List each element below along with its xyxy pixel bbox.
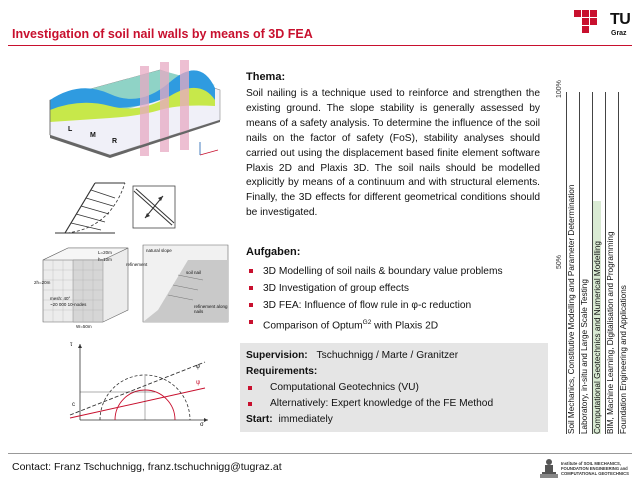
footer-contact: Contact: Franz Tschuchnigg, franz.tschuchnigg@tugraz.at [12,461,282,473]
optum-superscript: G2 [362,319,372,326]
institute-text [561,461,629,476]
supervision-label: Supervision: [246,350,308,361]
aufgabe-text: Comparison of Optum [263,320,363,332]
bullet-icon [249,286,253,290]
fig3-label-a: L=20m [98,250,112,255]
aufgabe-text-suffix: with Plaxis 2D [371,320,439,332]
focus-bar [605,92,614,434]
list-item [246,380,542,396]
fig3-label-d: ~20 000 10-nodes [50,302,87,307]
bullet-icon [249,269,253,273]
supervision-box [240,343,548,432]
focus-bar [579,92,588,434]
focus-bar-label: Computational Geotechnics and Numerical Modelling [593,241,602,434]
page-title: Investigation of soil nail walls by means of 3D FEA [12,27,313,41]
bullet-icon [248,402,252,406]
focus-bar-label: BIM, Machine Learning, Digitalisation and Programming [606,231,615,434]
focus-bar-label: Soil Mechanics, Constitutive Modelling and Parameter Determination [567,184,576,434]
aufgaben-heading: Aufgaben: [246,246,301,258]
aufgabe-text: 3D Modelling of soil nails & boundary value problems [263,266,503,277]
fig1-label-m: M [90,132,96,139]
bullet-icon [249,320,253,324]
fig1-label-l: L [68,126,73,133]
institute-logo [540,458,636,478]
fig4-label-c: c [72,402,75,408]
requirements-heading [246,364,542,380]
label-100-percent: 100% [556,80,563,98]
list-item [246,297,546,314]
label-50-percent: 50% [556,254,563,269]
fig3-label-bottom: W=50m [76,324,92,329]
bullet-icon [249,303,253,307]
aufgabe-text: 3D FEA: Influence of flow rule in φ-c reduction [263,300,472,311]
start-label: Start: [246,414,273,425]
tu-graz-logo [574,8,632,44]
list-item [246,263,546,280]
fig3-note3: natural slope [146,248,172,253]
requirement-text: Alternatively: Expert knowledge of the FE Method [270,398,494,409]
fig3-label-c: mesh: 40° [50,296,71,301]
logo-subtext: Graz [611,30,627,37]
fig4-label-psi: ψ [196,380,201,386]
focus-area-bars [556,80,632,434]
fig3-label-left: 2h=20m [34,280,51,285]
aufgaben-list [246,263,546,334]
fig4-label-tau: τ [70,342,73,348]
institute-line: COMPUTATIONAL GEOTECHNICS [561,471,629,476]
thema-body: Soil nailing is a technique used to reinforce and strengthen the existing ground. The slope stability is generally assessed by means of a safety analysis. To determine the influence of the soil nails on the factor of safety (FoS), stability analyses should carried out using the displacement based finite element software Plaxis 2D and Plaxis 3D. The soil nails should be modelled explicitly by means of a continuum and with structural elements. Finally, the 3D effects for different geometrical conditions should be investigated. [246,88,540,219]
fig3-note: refinement [126,262,148,267]
requirements-list [246,380,542,412]
institute-line: FOUNDATION ENGINEERING and [561,466,628,471]
focus-bar [618,92,627,434]
focus-bar-label: Foundation Engineering and Applications [619,285,628,434]
focus-bar [566,92,575,434]
institute-line: Institute of SOIL MECHANICS, [561,461,621,466]
figure-3d-mesh [34,240,238,330]
title-divider [8,45,632,46]
list-item [246,314,546,334]
fig4-label-sigma: σ [200,422,204,428]
start-line [246,412,542,428]
aufgabe-text: 3D Investigation of group effects [263,283,409,294]
fig3-label-b: h=10m [98,257,112,262]
thema-heading: Thema: [246,71,286,83]
figure-nail-wall-sketch [55,178,180,238]
list-item [246,396,542,412]
fig3-note2: refinement along nails [194,304,228,314]
figure-mohr-coulomb [60,340,210,430]
start-value: immediately [278,414,333,425]
institute-figure-icon [540,458,558,478]
list-item [246,280,546,297]
bullet-icon [248,386,252,390]
supervision-names: Tschuchnigg / Marte / Granitzer [316,350,459,361]
tu-logo-squares-icon [574,8,610,42]
focus-bar [592,92,601,434]
requirements-label: Requirements: [246,366,318,377]
requirement-text: Computational Geotechnics (VU) [270,382,419,393]
footer-divider [8,453,632,454]
fig3-note4: soil nail [186,270,202,275]
supervision-line [246,348,542,364]
fig1-label-r: R [112,138,118,145]
figure-3d-fe-model [40,60,230,190]
logo-text: TU [610,11,631,28]
focus-bar-label: Laboratory, in-situ and Large Scale Testing [580,279,589,434]
fig4-label-phi: φ [196,364,200,370]
